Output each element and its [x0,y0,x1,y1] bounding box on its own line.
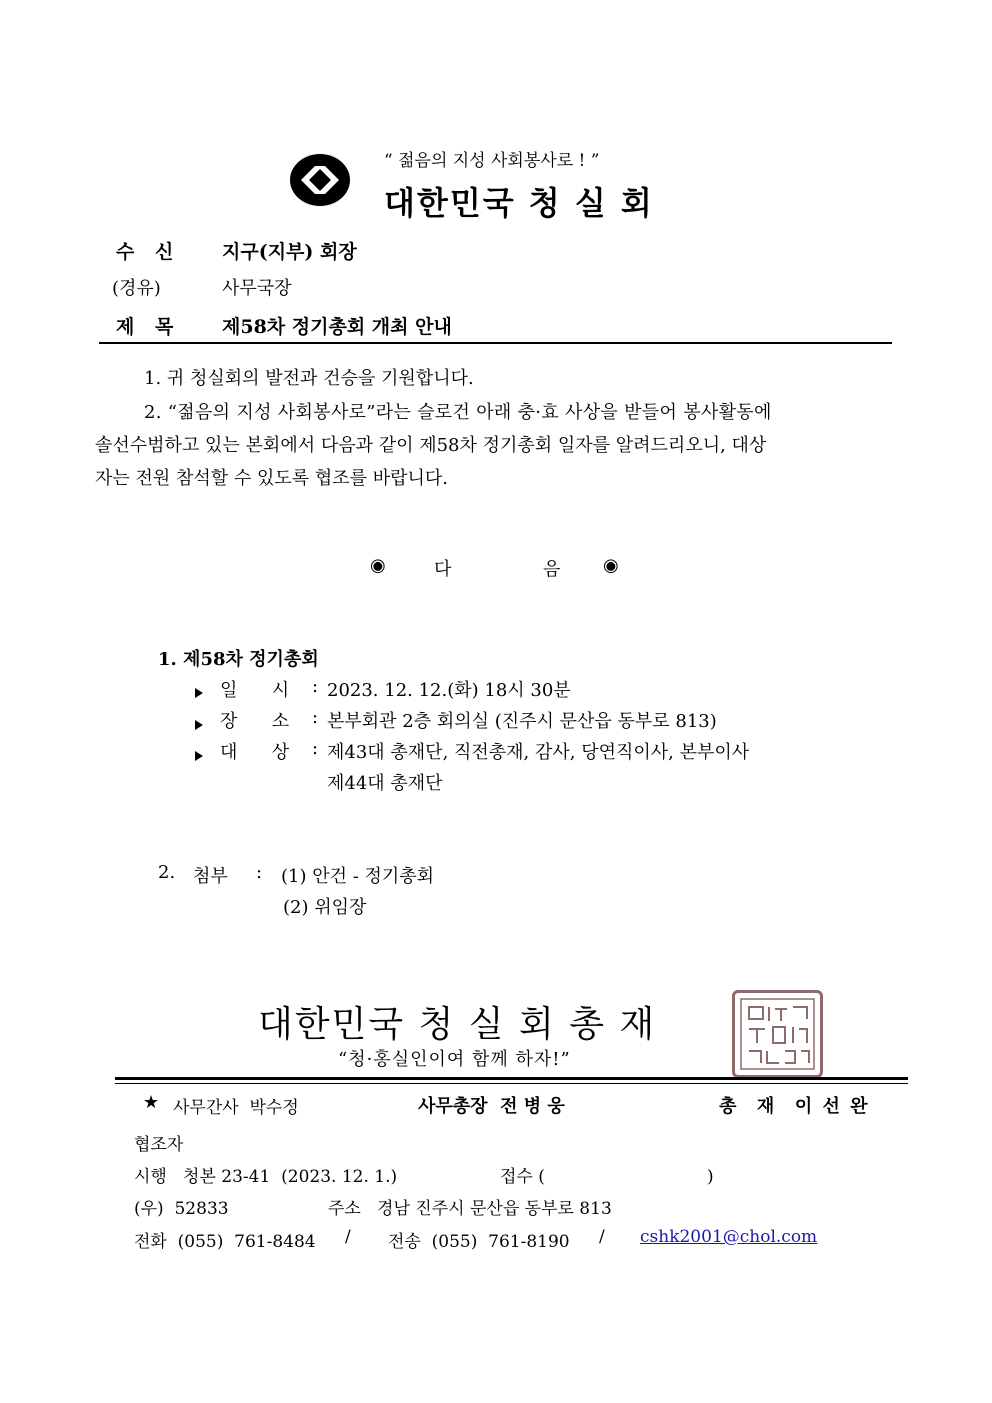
official-seal [732,990,823,1078]
section-1-title: 1. 제58차 정기총회 [158,649,319,670]
email-link[interactable]: cshk2001@chol.com [640,1227,818,1247]
target-value: 제43대 총재단, 직전총재, 감사, 당연직이사, 본부이사 [327,742,750,763]
subject-value: 제58차 정기총회 개최 안내 [222,316,452,338]
subject-divider [99,342,892,344]
phone: 전화 (055) 761-8484 [134,1232,316,1252]
place-label: 장 소 [220,711,290,732]
bullet-icon [195,746,203,765]
enforcement-info: 시행 청본 23-41 (2023. 12. 1.) [134,1167,398,1187]
paragraph-2-line-3: 자는 전원 참석할 수 있도록 협조를 바랍니다. [95,468,449,489]
fax: 전송 (055) 761-8190 [388,1232,570,1252]
via-value: 사무국장 [222,278,292,299]
postal-code: (우) 52833 [134,1199,229,1219]
paragraph-2-line-2: 솔선수범하고 있는 본회에서 다음과 같이 제58차 정기총회 일자를 알려드리오니, 대상 [95,435,767,456]
place-sep: : [312,707,319,728]
target-value-cont: 제44대 총재단 [327,773,443,794]
paragraph-2-line-1: 2. “젊음의 지성 사회봉사로”라는 슬로건 아래 충·효 사상을 받들어 봉사활동에 [144,402,772,423]
section-2-number: 2. [158,862,176,883]
sender-name: 대한민국 청 실 회 총 재 [258,1004,657,1045]
via-label: (경유) [112,278,161,299]
slogan: “ 젊음의 지성 사회봉사로 ! ” [384,151,600,171]
separator-1: / [345,1227,351,1247]
date-value: 2023. 12. 12.(화) 18시 30분 [327,680,571,701]
star-icon: ★ [143,1092,160,1113]
target-label: 대 상 [220,742,290,763]
address: 주소 경남 진주시 문산읍 동부로 813 [328,1199,612,1219]
footer-divider-thick [115,1077,908,1080]
motto: “청·홍실인이여 함께 하자!” [338,1049,571,1070]
cooperator-label: 협조자 [134,1135,184,1155]
notice-word-2: 음 [543,559,561,580]
recipient-label: 수 신 [116,241,174,263]
president: 총 재 이 선 완 [719,1096,868,1117]
subject-label: 제 목 [116,316,174,338]
date-sep: : [312,676,319,697]
section-2-label: 첨부 [193,866,228,887]
bullet-icon [195,715,203,734]
target-sep: : [312,738,319,759]
paragraph-1: 1. 귀 청실회의 발전과 건승을 기원합니다. [144,368,474,389]
notice-mark-left: ◉ [370,555,386,576]
section-2-sep: : [256,862,263,883]
recipient-value: 지구(지부) 회장 [222,241,357,263]
attachment-1: (1) 안건 - 정기총회 [281,866,435,887]
footer-divider-thin [115,1083,908,1084]
receipt-info: 접수 ( ) [500,1167,714,1187]
org-name: 대한민국 청 실 회 [384,184,654,222]
place-value: 본부회관 2층 회의실 (진주시 문산읍 동부로 813) [327,711,717,732]
separator-2: / [599,1227,605,1247]
notice-word-1: 다 [434,559,452,580]
secretary-general: 사무총장 전 병 웅 [418,1096,565,1117]
bullet-icon [195,683,203,702]
attachment-2: (2) 위임장 [283,897,367,918]
org-emblem-icon [287,150,353,210]
notice-mark-right: ◉ [603,555,619,576]
clerk: 사무간사 박수정 [173,1098,299,1118]
date-label: 일 시 [220,680,290,701]
